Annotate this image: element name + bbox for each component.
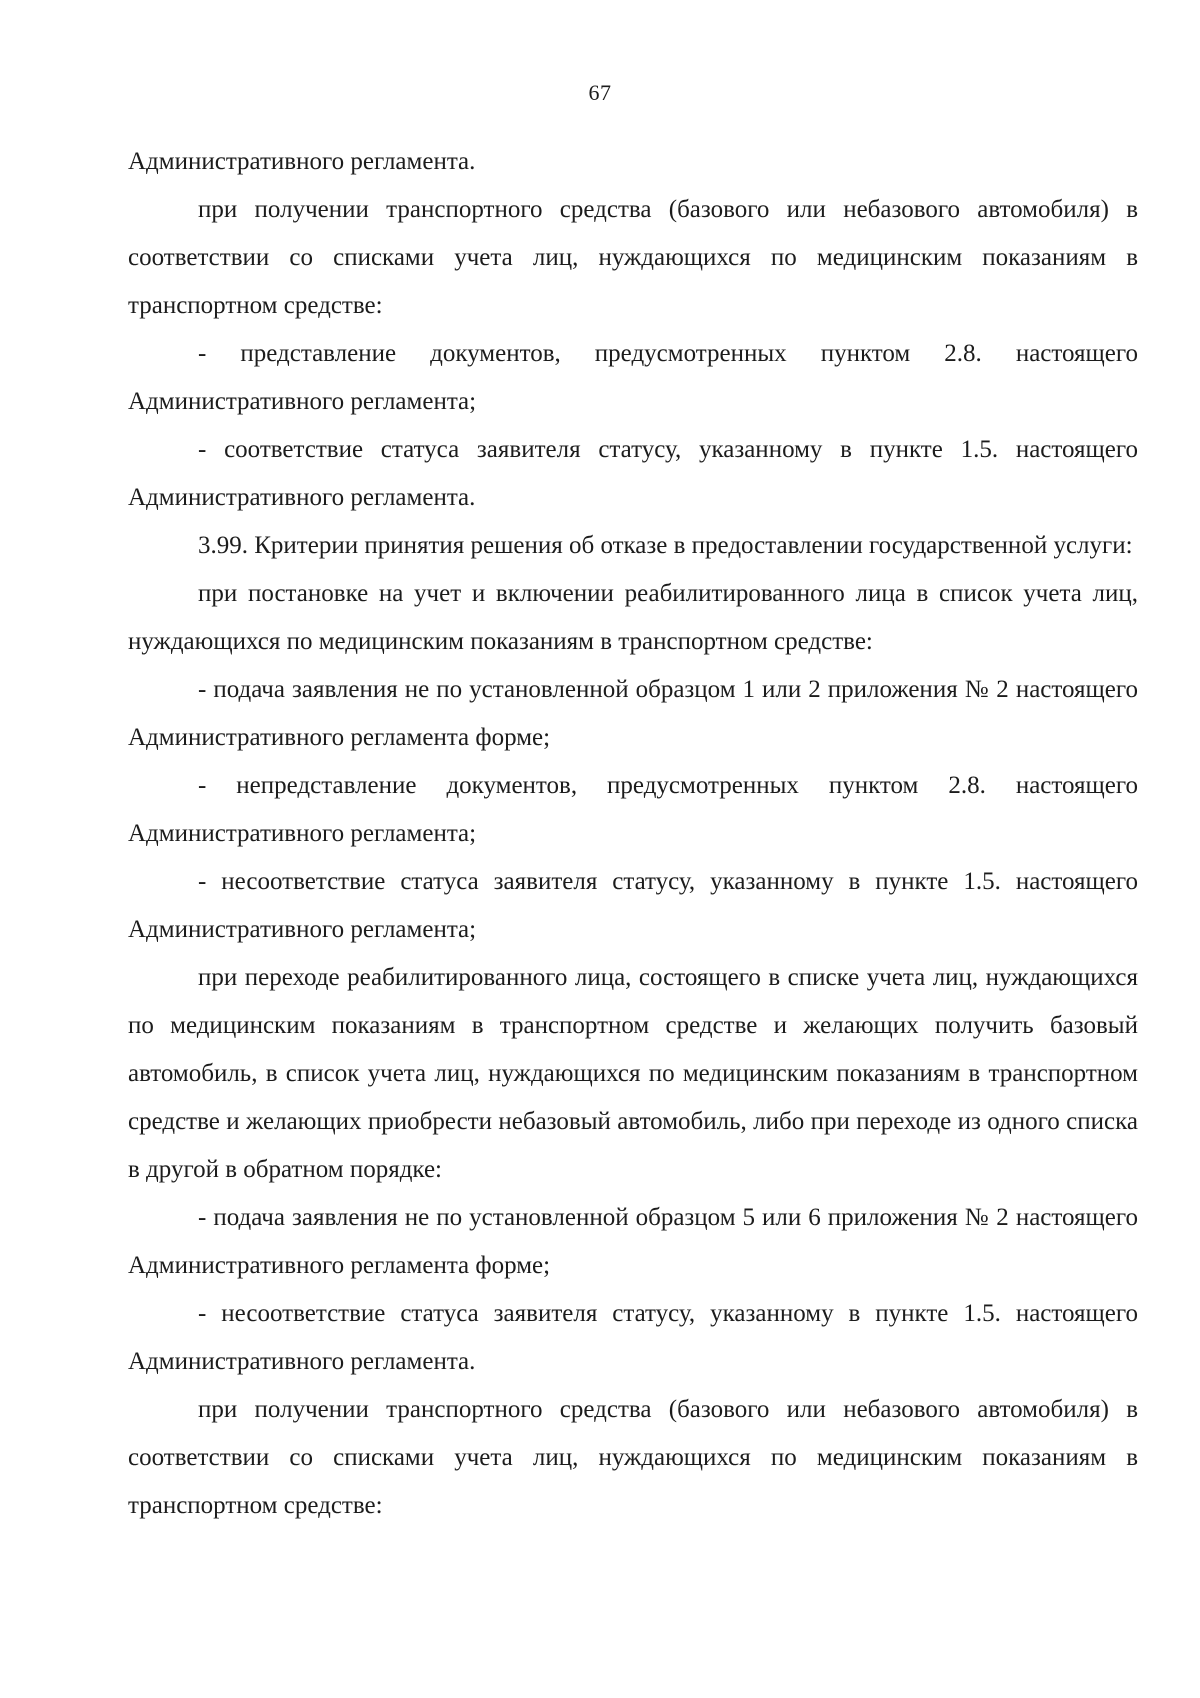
paragraph-receiving-vehicle-intro: при получении транспортного средства (базового или небазового автомобиля) в соответствии со списками учета лиц, нуждающихся по медицинским показаниям в транспортном средстве: [128, 1396, 1138, 1519]
paragraph-list-item: - подача заявления не по установленной образцом 1 или 2 приложения № 2 настоящего Административного регламента форме; [128, 676, 1138, 751]
paragraph-registration-intro: при постановке на учет и включении реабилитированного лица в список учета лиц, нуждающихся по медицинским показаниям в транспортном средстве: [128, 580, 1138, 655]
paragraph-receiving-vehicle-intro: при получении транспортного средства (базового или небазового автомобиля) в соответствии со списками учета лиц, нуждающихся по медицинским показаниям в транспортном средстве: [128, 196, 1138, 319]
paragraph-transfer-intro: при переходе реабилитированного лица, состоящего в списке учета лиц, нуждающихся по медицинским показаниям в транспортном средстве и желающих получить базовый автомобиль, в список учета лиц, нуждающихся по медицинским показаниям в транспортном средстве и желающих приобрести небазовый автомобиль, либо при переходе из одного списка в другой в обратном порядке: [128, 964, 1138, 1183]
paragraph-list-item: - несоответствие статуса заявителя статусу, указанному в пункте 1.5. настоящего Административного регламента; [128, 868, 1138, 943]
document-body [128, 138, 1138, 1530]
paragraph-list-item: - представление документов, предусмотренных пунктом 2.8. настоящего Административного регламента; [128, 340, 1138, 415]
paragraph-list-item: - соответствие статуса заявителя статусу, указанному в пункте 1.5. настоящего Административного регламента. [128, 436, 1138, 511]
page-number: 67 [588, 80, 612, 105]
paragraph-list-item: - непредставление документов, предусмотренных пунктом 2.8. настоящего Административного регламента; [128, 772, 1138, 847]
paragraph-list-item: - подача заявления не по установленной образцом 5 или 6 приложения № 2 настоящего Административного регламента форме; [128, 1204, 1138, 1279]
paragraph-list-item: - несоответствие статуса заявителя статусу, указанному в пункте 1.5. настоящего Административного регламента. [128, 1300, 1138, 1375]
paragraph-section-3-99: 3.99. Критерии принятия решения об отказе в предоставлении государственной услуги: [198, 532, 1133, 559]
paragraph-continuation: Административного регламента. [128, 148, 476, 175]
